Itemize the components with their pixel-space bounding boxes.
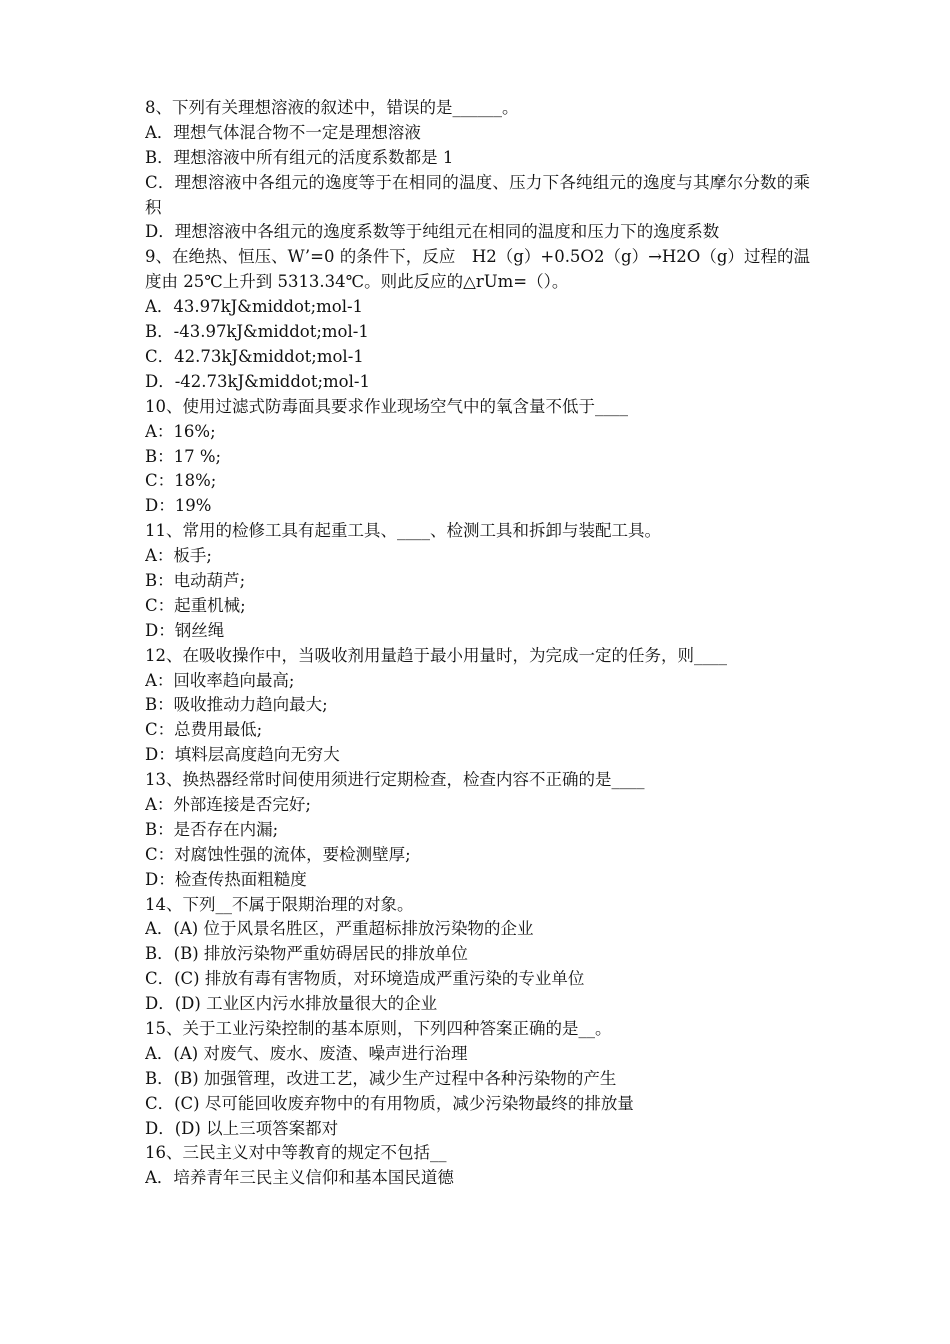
option: C：18%; bbox=[145, 471, 217, 491]
option: B．(B) 加强管理，改进工艺，减少生产过程中各种污染物的产生 bbox=[145, 1068, 617, 1088]
question-stem: 8、下列有关理想溶液的叙述中，错误的是______。 bbox=[145, 98, 519, 117]
question-stem: 13、换热器经常时间使用须进行定期检查，检查内容不正确的是____ bbox=[145, 770, 645, 790]
option: D．(D) 以上三项答案都对 bbox=[145, 1118, 339, 1138]
option: B：17 %; bbox=[145, 446, 222, 466]
option: B：吸收推动力趋向最大; bbox=[145, 695, 328, 715]
question-stem: 15、关于工业污染控制的基本原则，下列四种答案正确的是__。 bbox=[145, 1019, 612, 1039]
question-stem: 16、三民主义对中等教育的规定不包括__ bbox=[145, 1143, 447, 1163]
question-stem: 10、使用过滤式防毒面具要求作业现场空气中的氧含量不低于____ bbox=[145, 396, 628, 416]
question-12 bbox=[145, 644, 810, 768]
question-9 bbox=[145, 245, 810, 394]
option: A．理想气体混合物不一定是理想溶液 bbox=[145, 122, 421, 142]
document-page bbox=[145, 96, 810, 1191]
question-15 bbox=[145, 1017, 810, 1141]
option: A：外部连接是否完好; bbox=[145, 795, 311, 814]
option: B：电动葫芦; bbox=[145, 570, 246, 590]
option: D．理想溶液中各组元的逸度系数等于纯组元在相同的温度和压力下的逸度系数 bbox=[145, 222, 720, 242]
option: C．理想溶液中各组元的逸度等于在相同的温度、压力下各纯组元的逸度与其摩尔分数的乘积 bbox=[145, 172, 810, 217]
option: D：填料层高度趋向无穷大 bbox=[145, 745, 340, 765]
question-stem: 14、下列__不属于限期治理的对象。 bbox=[145, 894, 414, 914]
option: D：检查传热面粗糙度 bbox=[145, 869, 307, 889]
option: C．(C) 排放有毒有害物质，对环境造成严重污染的专业单位 bbox=[145, 969, 585, 989]
option: A．培养青年三民主义信仰和基本国民道德 bbox=[145, 1168, 454, 1188]
option: D：钢丝绳 bbox=[145, 620, 225, 640]
option: C．42.73kJ&middot;mol-1 bbox=[145, 346, 364, 366]
option: C：总费用最低; bbox=[145, 720, 263, 740]
question-13 bbox=[145, 768, 810, 892]
question-8 bbox=[145, 96, 810, 245]
option: D．-42.73kJ&middot;mol-1 bbox=[145, 371, 370, 391]
option: C：对腐蚀性强的流体，要检测壁厚; bbox=[145, 844, 411, 864]
option: A：板手; bbox=[145, 546, 212, 566]
option: B．-43.97kJ&middot;mol-1 bbox=[145, 322, 369, 342]
option: A：16%; bbox=[145, 421, 216, 441]
option: C．(C) 尽可能回收废弃物中的有用物质，减少污染物最终的排放量 bbox=[145, 1093, 634, 1113]
question-stem: 12、在吸收操作中，当吸收剂用量趋于最小用量时，为完成一定的任务，则____ bbox=[145, 645, 727, 665]
question-11 bbox=[145, 519, 810, 643]
question-16 bbox=[145, 1141, 810, 1191]
option: A．43.97kJ&middot;mol-1 bbox=[145, 297, 364, 317]
question-14 bbox=[145, 893, 810, 1017]
option: D．(D) 工业区内污水排放量很大的企业 bbox=[145, 994, 438, 1014]
option: A：回收率趋向最高; bbox=[145, 670, 295, 690]
option: B：是否存在内漏; bbox=[145, 819, 279, 839]
option: B．(B) 排放污染物严重妨碍居民的排放单位 bbox=[145, 944, 468, 964]
option: D：19% bbox=[145, 496, 212, 516]
option: C：起重机械; bbox=[145, 595, 246, 615]
option: A．(A) 位于风景名胜区，严重超标排放污染物的企业 bbox=[145, 919, 534, 939]
option: B．理想溶液中所有组元的活度系数都是 1 bbox=[145, 147, 454, 167]
option: A．(A) 对废气、废水、废渣、噪声进行治理 bbox=[145, 1043, 468, 1063]
question-stem: 9、在绝热、恒压、W’=0 的条件下，反应 H2（g）+0.5O2（g）→H2O（g）过程的温度由 25℃上升到 5313.34℃。则此反应的△rUm=（）。 bbox=[145, 247, 810, 292]
question-10 bbox=[145, 395, 810, 519]
question-stem: 11、常用的检修工具有起重工具、____、检测工具和拆卸与装配工具。 bbox=[145, 521, 661, 541]
